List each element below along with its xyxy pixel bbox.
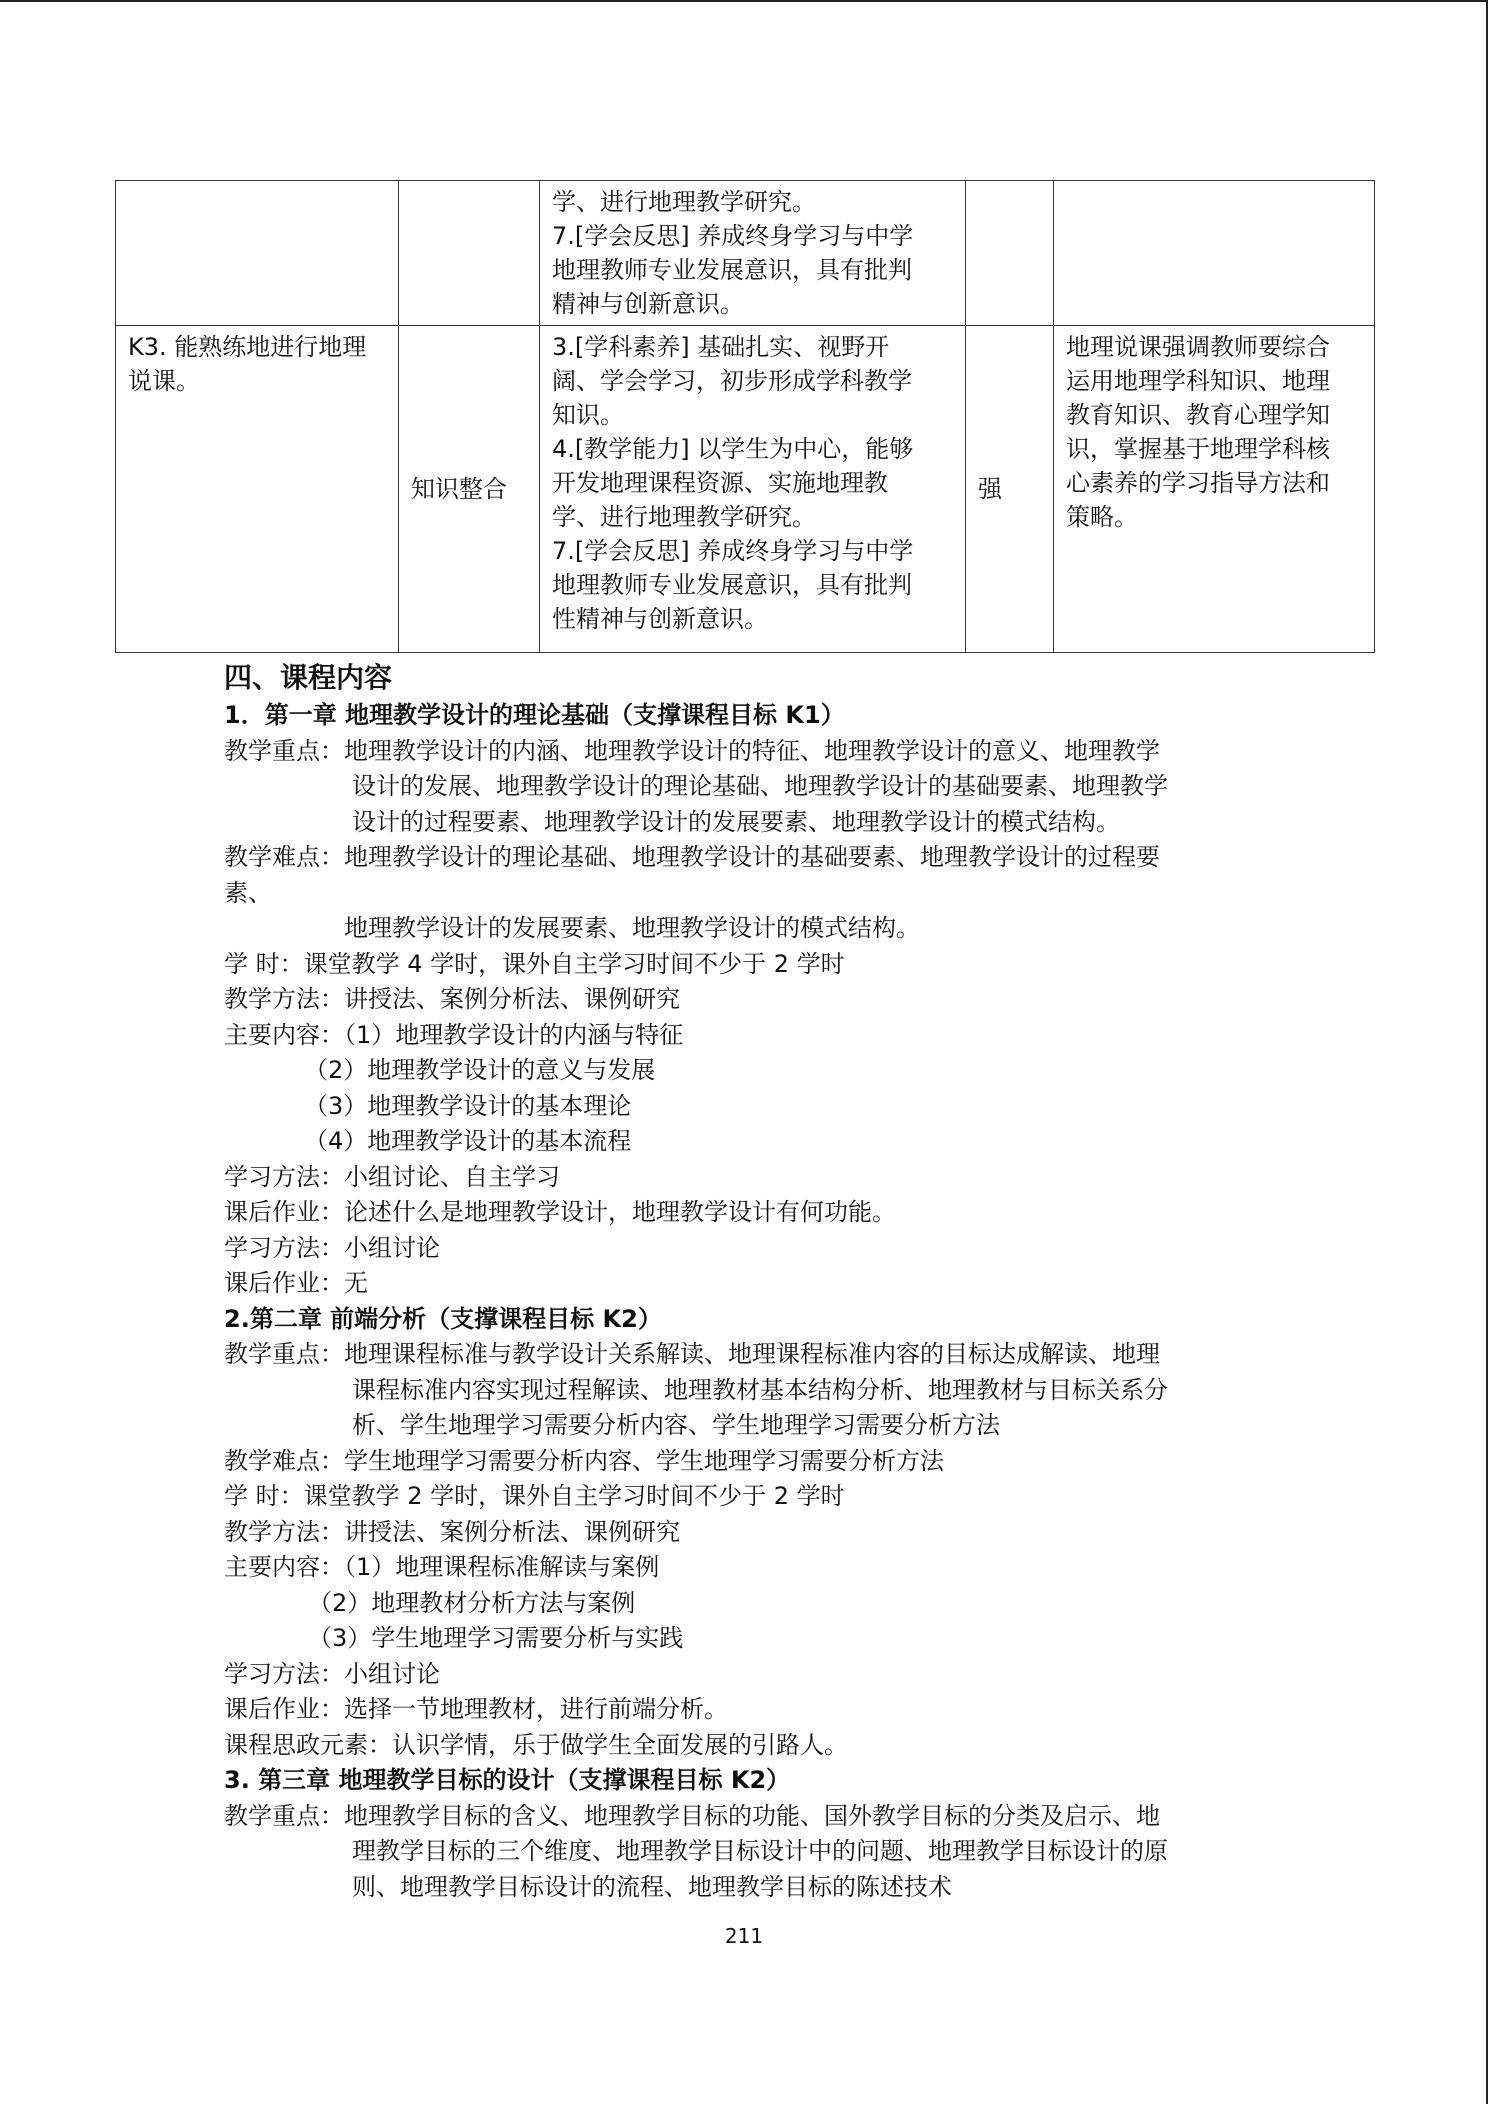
requirement-line: 4.[教学能力] 以学生为中心，能够 — [552, 435, 914, 463]
study-methods-line: 学习方法：小组讨论 — [224, 1233, 440, 1262]
key-points-line: 教学重点：地理课程标准与教学设计关系解读、地理课程标准内容的目标达成解读、地理 — [224, 1340, 1160, 1368]
difficulties-line: 教学难点：地理教学设计的理论基础、地理教学设计的基础要素、地理教学设计的过程要 — [224, 843, 1160, 871]
key-points-line: 教学重点：地理教学目标的含义、地理教学目标的功能、国外教学目标的分类及启示、地 — [224, 1801, 1160, 1830]
degree-cell — [966, 181, 1054, 326]
note-line: 识，掌握基于地理学科核 — [1066, 435, 1330, 463]
requirement-line: 阔、学会学习，初步形成学科教学 — [552, 367, 912, 395]
key-points-line: 教学重点：地理教学设计的内涵、地理教学设计的特征、地理教学设计的意义、地理教学 — [224, 736, 1160, 765]
difficulties-line: 素、 — [224, 878, 272, 907]
course-objectives-table — [115, 180, 1375, 653]
table-row — [116, 326, 1375, 653]
table-row — [116, 181, 1375, 326]
note-line: 地理说课强调教师要综合 — [1066, 333, 1330, 361]
main-content-line: （2）地理教材分析方法与案例 — [308, 1588, 636, 1617]
hours-line: 学 时：课堂教学 2 学时，课外自主学习时间不少于 2 学时 — [224, 1482, 845, 1510]
difficulties-line: 地理教学设计的发展要素、地理教学设计的模式结构。 — [344, 914, 920, 942]
requirement-line: 学、进行地理教学研究。 — [552, 503, 816, 531]
requirements-cell — [540, 326, 966, 653]
page-border-top — [0, 0, 1488, 2]
objective-cell — [116, 326, 399, 653]
course-content — [224, 658, 1264, 1905]
homework-line: 课后作业：选择一节地理教材，进行前端分析。 — [224, 1695, 728, 1723]
requirement-line: 性精神与创新意识。 — [552, 605, 768, 633]
requirement-line: 3.[学科素养] 基础扎实、视野开 — [552, 333, 890, 361]
degree-cell: 强 — [966, 326, 1054, 653]
requirement-line: 知识。 — [552, 401, 624, 429]
hours-line: 学 时：课堂教学 4 学时，课外自主学习时间不少于 2 学时 — [224, 949, 845, 978]
methods-line: 教学方法：讲授法、案例分析法、课例研究 — [224, 985, 680, 1013]
key-points-line: 理教学目标的三个维度、地理教学目标设计中的问题、地理教学目标设计的原 — [352, 1837, 1168, 1865]
requirement-line: 地理教师专业发展意识，具有批判 — [552, 256, 912, 284]
homework-line: 课后作业：无 — [224, 1269, 368, 1297]
page-number: 211 — [724, 1924, 764, 1948]
note-line: 运用地理学科知识、地理 — [1066, 367, 1330, 395]
main-content-line: （3）地理教学设计的基本理论 — [304, 1091, 632, 1120]
notes-cell — [1054, 181, 1375, 326]
main-content-line: 主要内容：（1）地理课程标准解读与案例 — [224, 1553, 660, 1581]
requirement-line: 7.[学会反思] 养成终身学习与中学 — [552, 537, 914, 565]
main-content-line: 主要内容：（1）地理教学设计的内涵与特征 — [224, 1020, 684, 1049]
objective-line: 说课。 — [128, 367, 200, 395]
note-line: 心素养的学习指导方法和 — [1066, 469, 1330, 497]
requirement-line: 学、进行地理教学研究。 — [552, 188, 816, 216]
level-cell — [399, 181, 540, 326]
difficulties-line: 教学难点：学生地理学习需要分析内容、学生地理学习需要分析方法 — [224, 1446, 944, 1475]
level-cell: 知识整合 — [399, 326, 540, 653]
key-points-line: 课程标准内容实现过程解读、地理教材基本结构分析、地理教材与目标关系分 — [352, 1375, 1168, 1404]
main-content-line: （2）地理教学设计的意义与发展 — [304, 1056, 656, 1084]
homework-line: 课后作业：论述什么是地理教学设计，地理教学设计有何功能。 — [224, 1198, 896, 1226]
requirement-line: 开发地理课程资源、实施地理教 — [552, 469, 888, 497]
requirement-line: 地理教师专业发展意识，具有批判 — [552, 571, 912, 599]
objective-cell — [116, 181, 399, 326]
methods-line: 教学方法：讲授法、案例分析法、课例研究 — [224, 1517, 680, 1546]
section-title: 四、课程内容 — [224, 661, 393, 694]
key-points-line: 则、地理教学目标设计的流程、地理教学目标的陈述技术 — [352, 1872, 952, 1901]
notes-cell — [1054, 326, 1375, 653]
objective-line: K3. 能熟练地进行地理 — [128, 333, 367, 361]
chapter-2-title: 2.第二章 前端分析（支撑课程目标 K2） — [224, 1304, 662, 1333]
note-line: 策略。 — [1066, 503, 1138, 531]
key-points-line: 设计的过程要素、地理教学设计的发展要素、地理教学设计的模式结构。 — [352, 807, 1120, 836]
ideology-line: 课程思政元素：认识学情，乐于做学生全面发展的引路人。 — [224, 1730, 848, 1759]
chapter-1-title: 1．第一章 地理教学设计的理论基础（支撑课程目标 K1） — [224, 701, 845, 729]
requirement-line: 7.[学会反思] 养成终身学习与中学 — [552, 222, 914, 250]
key-points-line: 析、学生地理学习需要分析内容、学生地理学习需要分析方法 — [352, 1411, 1000, 1439]
study-methods-line: 学习方法：小组讨论、自主学习 — [224, 1162, 560, 1191]
key-points-line: 设计的发展、地理教学设计的理论基础、地理教学设计的基础要素、地理教学 — [352, 772, 1168, 800]
requirements-cell — [540, 181, 966, 326]
study-methods-line: 学习方法：小组讨论 — [224, 1659, 440, 1688]
main-content-line: （4）地理教学设计的基本流程 — [304, 1127, 632, 1155]
chapter-3-title: 3. 第三章 地理教学目标的设计（支撑课程目标 K2） — [224, 1766, 791, 1794]
requirement-line: 精神与创新意识。 — [552, 290, 744, 318]
note-line: 教育知识、教育心理学知 — [1066, 401, 1330, 429]
main-content-line: （3）学生地理学习需要分析与实践 — [308, 1624, 684, 1652]
